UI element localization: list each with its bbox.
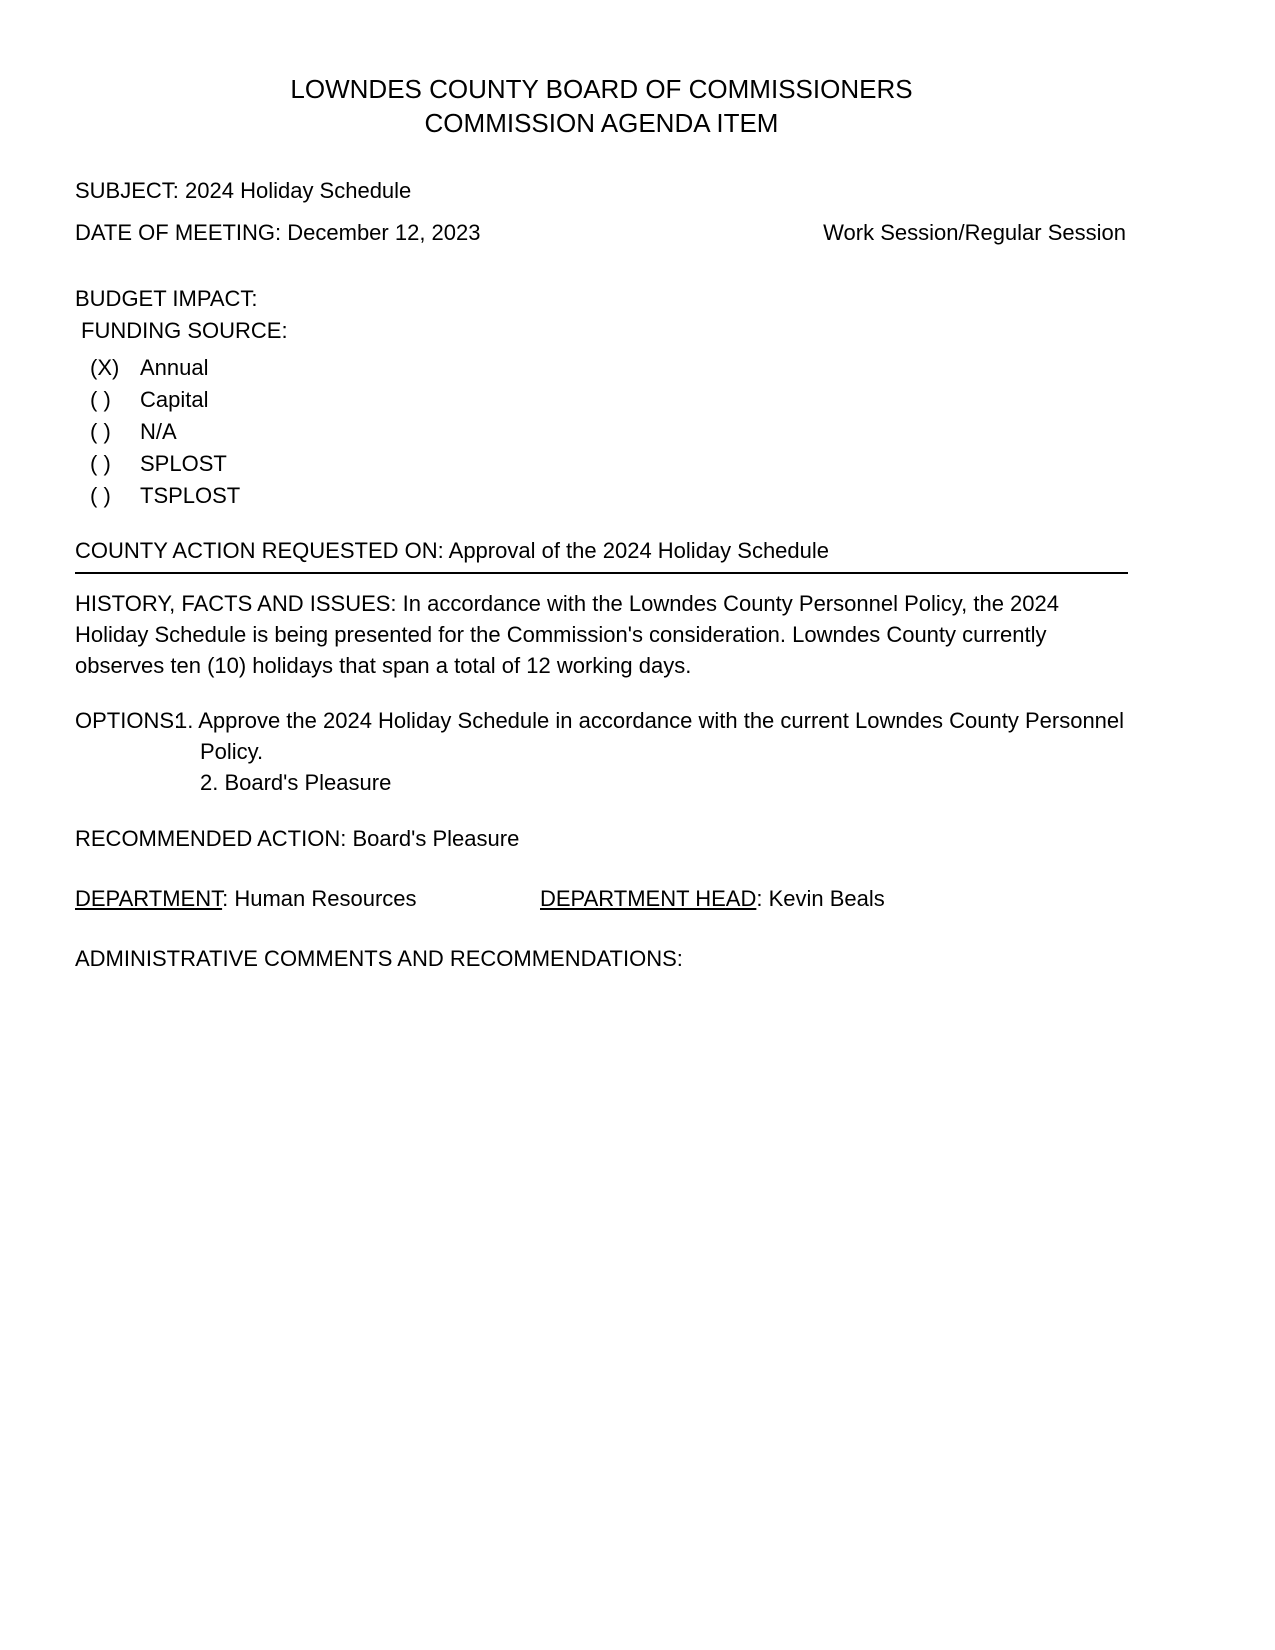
funding-option-annual	[90, 352, 1128, 384]
funding-checkbox-mark: ( )	[90, 419, 111, 444]
funding-option-capital	[90, 384, 1128, 416]
funding-source-label: FUNDING SOURCE:	[81, 318, 288, 343]
session-type: Work Session/Regular Session	[823, 220, 1126, 245]
agenda-item-title: COMMISSION AGENDA ITEM	[424, 108, 779, 138]
funding-option-na	[90, 416, 1128, 448]
funding-checkbox-mark: ( )	[90, 387, 111, 412]
administrative-comments-label: ADMINISTRATIVE COMMENTS AND RECOMMENDATIONS:	[75, 946, 683, 971]
department-head-label: DEPARTMENT HEAD	[540, 886, 757, 911]
budget-impact-label: BUDGET IMPACT:	[75, 286, 258, 311]
department-cell	[75, 884, 540, 914]
funding-option-label: TSPLOST	[140, 483, 241, 508]
board-title: LOWNDES COUNTY BOARD OF COMMISSIONERS	[290, 74, 913, 104]
department-value: : Human Resources	[222, 886, 417, 911]
department-head-cell	[540, 884, 1128, 914]
funding-checkbox-mark: ( )	[90, 483, 111, 508]
document-header	[75, 72, 1128, 140]
subject-line: SUBJECT: 2024 Holiday Schedule	[75, 178, 412, 203]
funding-checkbox-mark: (X)	[90, 355, 120, 380]
funding-checkbox-mark: ( )	[90, 451, 111, 476]
funding-option-label: Annual	[140, 355, 209, 380]
department-row	[75, 884, 1128, 914]
options-label: OPTIONS:	[75, 708, 181, 733]
options-items	[175, 705, 1128, 798]
department-head-value: : Kevin Beals	[756, 886, 885, 911]
county-action-requested: COUNTY ACTION REQUESTED ON: Approval of the 2024 Holiday Schedule	[75, 536, 1128, 574]
funding-option-label: N/A	[140, 419, 177, 444]
history-facts-issues: HISTORY, FACTS AND ISSUES: In accordance with the Lowndes County Personnel Policy, the 2024 Holiday Schedule is being presented for the Commission's consideration. Lowndes County currently observes ten (10) holidays that span a total of 12 working days.	[75, 591, 1059, 678]
option-item-1: 1. Approve the 2024 Holiday Schedule in accordance with the current Lowndes County Personnel Policy.	[175, 708, 1125, 764]
funding-options-list	[75, 352, 1128, 512]
recommended-action: RECOMMENDED ACTION: Board's Pleasure	[75, 826, 520, 851]
funding-option-splost	[90, 448, 1128, 480]
options-block	[75, 705, 1128, 798]
funding-option-tsplost	[90, 480, 1128, 512]
date-session-row	[75, 218, 1128, 248]
department-label: DEPARTMENT	[75, 886, 223, 911]
funding-option-label: Capital	[140, 387, 209, 412]
option-item-2: 2. Board's Pleasure	[200, 770, 392, 795]
funding-option-label: SPLOST	[140, 451, 227, 476]
date-of-meeting: DATE OF MEETING: December 12, 2023	[75, 220, 481, 245]
